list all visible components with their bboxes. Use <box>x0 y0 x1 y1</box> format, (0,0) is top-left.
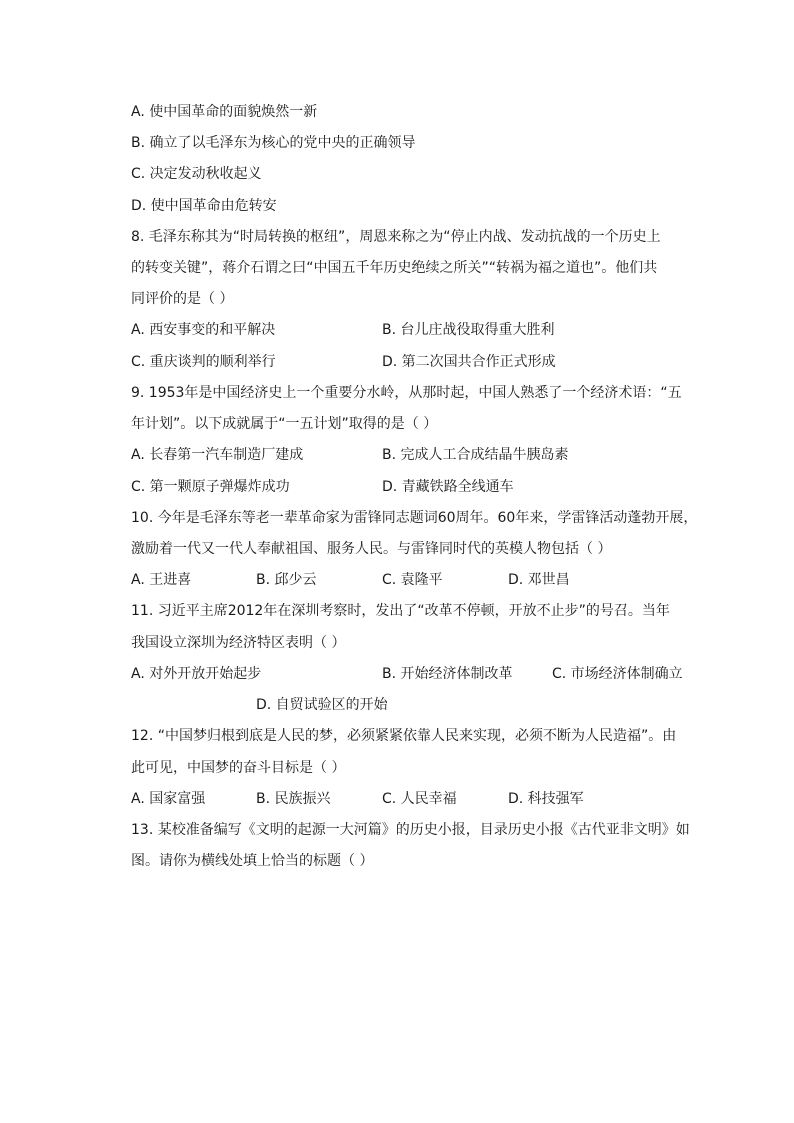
q8-option-b: B. 台儿庄战役取得重大胜利 <box>382 322 555 338</box>
q10-option-d: D. 邓世昌 <box>508 572 570 588</box>
q13-stem-line-1: 13. 某校准备编写《文明的起源一大河篇》的历史小报，目录历史小报《古代亚非文明》如 <box>131 822 690 838</box>
q11-stem-line-2: 我国设立深圳为经济特区表明（ ） <box>131 635 346 651</box>
q9-option-a: A. 长春第一汽车制造厂建成 <box>131 447 304 463</box>
q12-option-d: D. 科技强军 <box>508 791 584 807</box>
q13-stem-line-2: 图。请你为横线处填上恰当的标题（ ） <box>131 853 374 869</box>
q12-option-a: A. 国家富强 <box>131 791 206 807</box>
q8-stem-line-3: 同评价的是（ ） <box>131 291 234 307</box>
q11-option-d: D. 自贸试验区的开始 <box>256 697 388 713</box>
q11-option-a: A. 对外开放开始起步 <box>131 666 262 682</box>
q11-stem-line-1: 11. 习近平主席2012年在深圳考察时，发出了“改革不停顿，开放不止步”的号召。当年 <box>131 603 670 619</box>
q9-stem-line-1: 9. 1953年是中国经济史上一个重要分水岭，从那时起，中国人熟悉了一个经济术语：“五 <box>131 385 682 401</box>
option-d: D. 使中国革命由危转安 <box>131 198 277 214</box>
q12-option-c: C. 人民幸福 <box>382 791 457 807</box>
q9-option-d: D. 青藏铁路全线通车 <box>382 479 514 495</box>
q8-stem-line-1: 8. 毛泽东称其为“时局转换的枢纽”，周恩来称之为“停止内战、发动抗战的一个历史上 <box>131 229 661 245</box>
q8-option-d: D. 第二次国共合作正式形成 <box>382 354 556 370</box>
q10-option-b: B. 邱少云 <box>256 572 317 588</box>
q10-option-c: C. 袁隆平 <box>382 572 443 588</box>
q8-option-a: A. 西安事变的和平解决 <box>131 322 276 338</box>
q10-stem-line-1: 10. 今年是毛泽东等老一辈革命家为雷锋同志题词60周年。60年来，学雷锋活动蓬勃开展， <box>131 510 698 526</box>
q10-stem-line-2: 激励着一代又一代人奉献祖国、服务人民。与雷锋同时代的英模人物包括（ ） <box>131 541 612 557</box>
q9-option-c: C. 第一颗原子弹爆炸成功 <box>131 479 290 495</box>
q12-stem-line-2: 此可见，中国梦的奋斗目标是（ ） <box>131 760 346 776</box>
option-b: B. 确立了以毛泽东为核心的党中央的正确领导 <box>131 135 416 151</box>
q8-stem-line-2: 的转变关键”，蒋介石谓之曰“中国五千年历史绝续之所关”“转祸为福之道也”。他们共 <box>131 260 658 276</box>
q12-option-b: B. 民族振兴 <box>256 791 331 807</box>
option-c: C. 决定发动秋收起义 <box>131 166 262 182</box>
option-a: A. 使中国革命的面貌焕然一新 <box>131 104 318 120</box>
q8-option-c: C. 重庆谈判的顺利举行 <box>131 354 276 370</box>
q12-stem-line-1: 12. “中国梦归根到底是人民的梦，必须紧紧依靠人民来实现，必须不断为人民造福”。由 <box>131 728 677 744</box>
q11-option-b: B. 开始经济体制改革 <box>382 666 513 682</box>
q9-option-b: B. 完成人工合成结晶牛胰岛素 <box>382 447 569 463</box>
q10-option-a: A. 王进喜 <box>131 572 192 588</box>
q9-stem-line-2: 年计划”。以下成就属于“一五计划”取得的是（ ） <box>131 416 438 432</box>
q11-option-c: C. 市场经济体制确立 <box>552 666 683 682</box>
